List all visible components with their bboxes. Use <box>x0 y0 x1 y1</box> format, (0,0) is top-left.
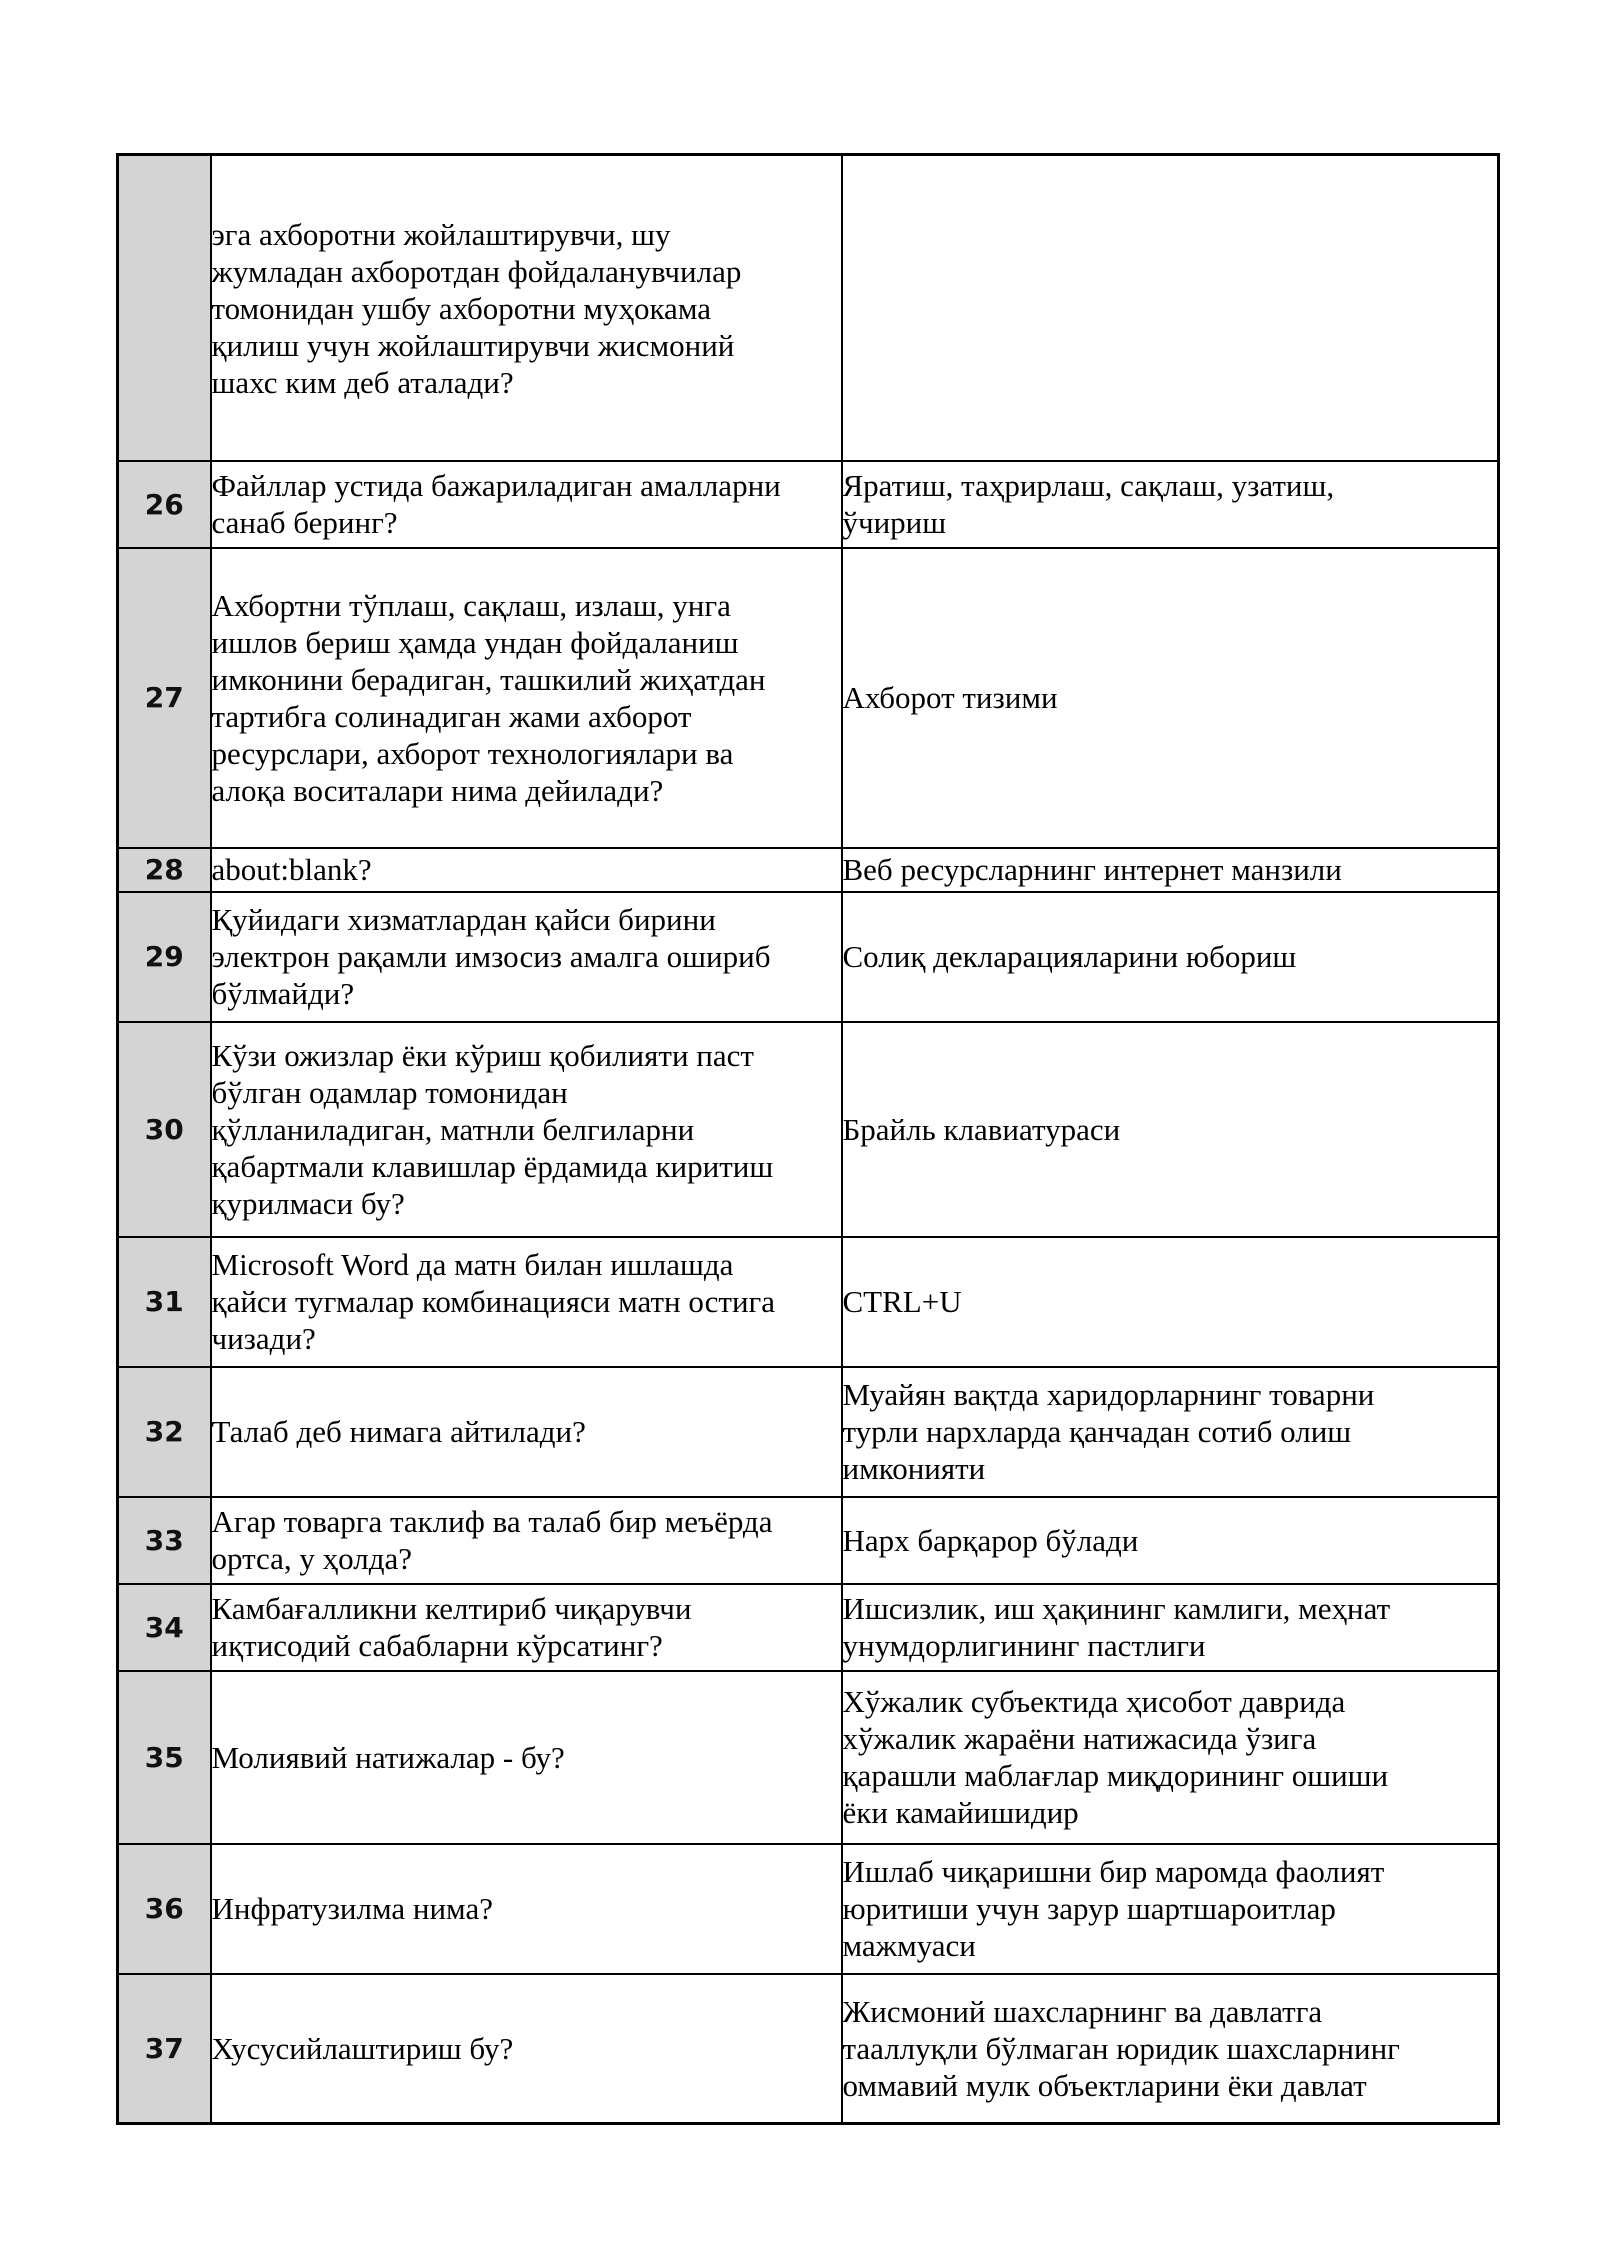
table-row <box>118 1844 1499 1974</box>
question-cell: Талаб деб нимага айтилади? <box>211 1367 842 1497</box>
table-row <box>118 1022 1499 1237</box>
question-cell: Ахбортни тўплаш, сақлаш, излаш, унга ишлов бериш ҳамда ундан фойдаланиш имконини берадиган, ташкилий жиҳатдан тартибга солинадиган жами ахборот ресурслари, ахборот технологиялари ва алоқа воситалари нима дейилади? <box>211 548 842 848</box>
answer-cell: Муайян вақтда харидорларнинг товарни турли нархларда қанчадан сотиб олиш имконияти <box>842 1367 1499 1497</box>
qa-table <box>116 153 1500 2125</box>
question-cell: Microsoft Word да матн билан ишлашда қайси тугмалар комбинацияси матн остига чизади? <box>211 1237 842 1367</box>
answer-cell: Ишсизлик, иш ҳақининг камлиги, меҳнат унумдорлигининг пастлиги <box>842 1584 1499 1671</box>
row-number: 27 <box>118 548 211 848</box>
answer-cell: Ахборот тизими <box>842 548 1499 848</box>
answer-cell: Ишлаб чиқаришни бир маромда фаолият юритиши учун зарур шартшароитлар мажмуаси <box>842 1844 1499 1974</box>
question-cell: Файллар устида бажариладиган амалларни санаб беринг? <box>211 461 842 548</box>
row-number: 28 <box>118 848 211 892</box>
row-number: 37 <box>118 1974 211 2124</box>
row-number: 30 <box>118 1022 211 1237</box>
table-row <box>118 1584 1499 1671</box>
table-row <box>118 1671 1499 1844</box>
question-cell: Камбағалликни келтириб чиқарувчи иқтисодий сабабларни кўрсатинг? <box>211 1584 842 1671</box>
table-row <box>118 848 1499 892</box>
table-row <box>118 1974 1499 2124</box>
row-number: 32 <box>118 1367 211 1497</box>
answer-cell: Яратиш, таҳрирлаш, сақлаш, узатиш, ўчириш <box>842 461 1499 548</box>
answer-cell: Веб ресурсларнинг интернет манзили <box>842 848 1499 892</box>
row-number: 29 <box>118 892 211 1022</box>
row-number <box>118 155 211 461</box>
answer-cell: CTRL+U <box>842 1237 1499 1367</box>
document-page <box>116 153 1497 2125</box>
table-row <box>118 1367 1499 1497</box>
question-cell: Молиявий натижалар - бу? <box>211 1671 842 1844</box>
row-number: 33 <box>118 1497 211 1584</box>
answer-cell: Солиқ декларацияларини юбориш <box>842 892 1499 1022</box>
question-cell: Хусусийлаштириш бу? <box>211 1974 842 2124</box>
row-number: 36 <box>118 1844 211 1974</box>
table-row <box>118 892 1499 1022</box>
answer-cell: Хўжалик субъектида ҳисобот даврида хўжалик жараёни натижасида ўзига қарашли маблағлар миқдорининг ошиши ёки камайишидир <box>842 1671 1499 1844</box>
table-row <box>118 1497 1499 1584</box>
question-cell: Кўзи ожизлар ёки кўриш қобилияти паст бўлган одамлар томонидан қўлланиладиган, матнли белгиларни қабартмали клавишлар ёрдамида киритиш қурилмаси бу? <box>211 1022 842 1237</box>
row-number: 31 <box>118 1237 211 1367</box>
question-cell: эга ахборотни жойлаштирувчи, шу жумладан ахборотдан фойдаланувчилар томонидан ушбу ахборотни муҳокама қилиш учун жойлаштирувчи жисмоний шахс ким деб аталади? <box>211 155 842 461</box>
question-cell: Агар товарга таклиф ва талаб бир меъёрда ортса, у ҳолда? <box>211 1497 842 1584</box>
row-number: 26 <box>118 461 211 548</box>
table-row <box>118 461 1499 548</box>
table-row <box>118 1237 1499 1367</box>
answer-cell: Брайль клавиатураси <box>842 1022 1499 1237</box>
row-number: 34 <box>118 1584 211 1671</box>
row-number: 35 <box>118 1671 211 1844</box>
table-row <box>118 155 1499 461</box>
question-cell: about:blank? <box>211 848 842 892</box>
answer-cell: Жисмоний шахсларнинг ва давлатга тааллуқли бўлмаган юридик шахсларнинг оммавий мулк объектларини ёки давлат <box>842 1974 1499 2124</box>
question-cell: Қуйидаги хизматлардан қайси бирини электрон рақамли имзосиз амалга ошириб бўлмайди? <box>211 892 842 1022</box>
answer-cell <box>842 155 1499 461</box>
table-row <box>118 548 1499 848</box>
answer-cell: Нарх барқарор бўлади <box>842 1497 1499 1584</box>
question-cell: Инфратузилма нима? <box>211 1844 842 1974</box>
